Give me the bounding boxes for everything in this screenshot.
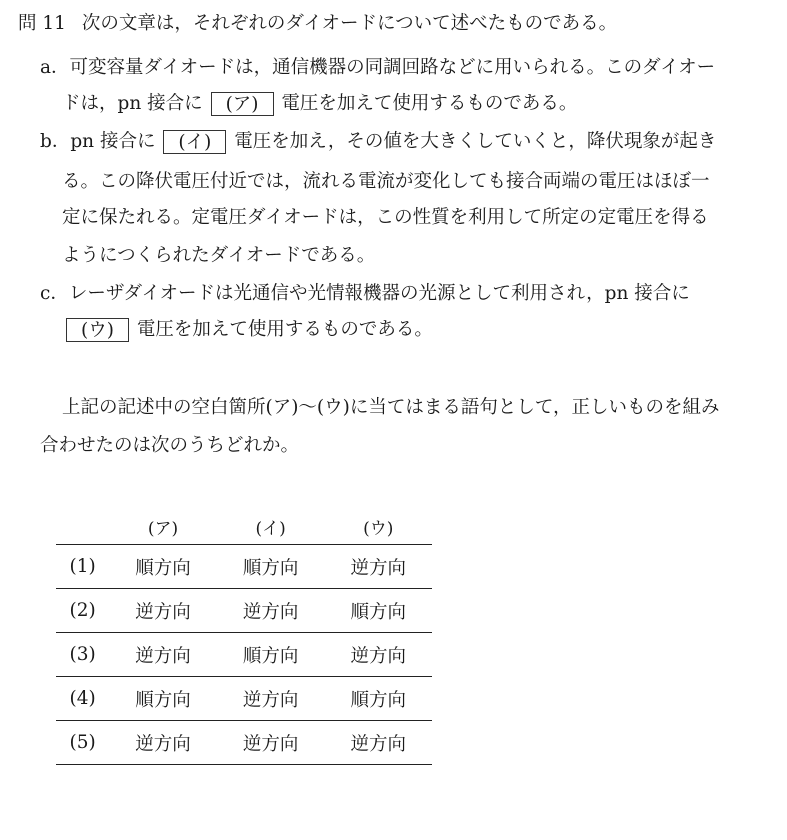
table-row	[56, 589, 432, 633]
table-cell: 逆方向	[217, 589, 325, 633]
item-c-line-1	[40, 282, 690, 306]
item-b-line-4: ようにつくられたダイオードである。	[62, 245, 376, 266]
item-b-line-1	[40, 130, 716, 154]
item-a-line-1	[40, 56, 715, 80]
question-number: 問 11	[18, 13, 66, 34]
item-b-text-1b: 電圧を加え，その値を大きくしていくと，降伏現象が起き	[234, 131, 717, 152]
option-number: (5)	[56, 721, 109, 765]
table-header-cell: (イ)	[255, 518, 286, 539]
prompt-line-1: 上記の記述中の空白箇所(ア)～(ウ)に当てはまる語句として，正しいものを組み	[62, 397, 720, 418]
table-cell: 順方向	[109, 677, 217, 721]
question-stem: 次の文章は，それぞれのダイオードについて述べたものである。	[81, 13, 618, 34]
table-row	[56, 545, 432, 589]
option-number: (1)	[56, 545, 109, 589]
item-b-text-1a: pn 接合に	[70, 131, 156, 152]
blank-b-box: (イ)	[163, 130, 226, 154]
blank-c-box: (ウ)	[66, 318, 129, 342]
table-cell: 順方向	[217, 633, 325, 677]
table-cell: 逆方向	[217, 677, 325, 721]
item-b-marker: b．	[40, 131, 71, 152]
item-a-marker: a．	[40, 57, 70, 78]
table-cell: 順方向	[217, 545, 325, 589]
table-cell: 逆方向	[324, 721, 432, 765]
table-cell: 逆方向	[109, 633, 217, 677]
table-header-row	[56, 508, 432, 545]
table-header-cell	[56, 508, 109, 545]
table-cell: 順方向	[324, 589, 432, 633]
item-a-text-1: 可変容量ダイオードは，通信機器の同調回路などに用いられる。このダイオー	[69, 57, 716, 78]
item-c-marker: c．	[40, 283, 69, 304]
table-cell: 逆方向	[109, 721, 217, 765]
option-number: (4)	[56, 677, 109, 721]
blank-a-box: (ア)	[211, 92, 274, 116]
table-row	[56, 633, 432, 677]
question-header	[18, 12, 617, 36]
table-row	[56, 677, 432, 721]
option-number: (3)	[56, 633, 109, 677]
item-c-text-1: レーザダイオードは光通信や光情報機器の光源として利用され，pn 接合に	[68, 283, 690, 304]
answer-table	[56, 508, 432, 765]
item-a-text-2a: ドは，pn 接合に	[62, 93, 203, 114]
table-cell: 逆方向	[217, 721, 325, 765]
table-cell: 逆方向	[324, 633, 432, 677]
option-number: (2)	[56, 589, 109, 633]
table-cell: 逆方向	[109, 589, 217, 633]
table-cell: 順方向	[324, 677, 432, 721]
table-header-cell: (ア)	[147, 518, 179, 539]
table-row	[56, 721, 432, 765]
item-c-text-2: 電圧を加えて使用するものである。	[136, 319, 433, 340]
item-c-line-2	[66, 318, 433, 342]
item-b-line-3: 定に保たれる。定電圧ダイオードは，この性質を利用して所定の定電圧を得る	[62, 207, 709, 228]
item-a-text-2b: 電圧を加えて使用するものである。	[281, 93, 578, 114]
table-header-cell: (ウ)	[363, 518, 394, 539]
prompt-line-2: 合わせたのは次のうちどれか。	[40, 435, 300, 456]
table-cell: 順方向	[109, 545, 217, 589]
table-cell: 逆方向	[324, 545, 432, 589]
item-a-line-2	[62, 92, 577, 116]
item-b-line-2: る。この降伏電圧付近では，流れる電流が変化しても接合両端の電圧はほぼ一	[62, 171, 710, 192]
